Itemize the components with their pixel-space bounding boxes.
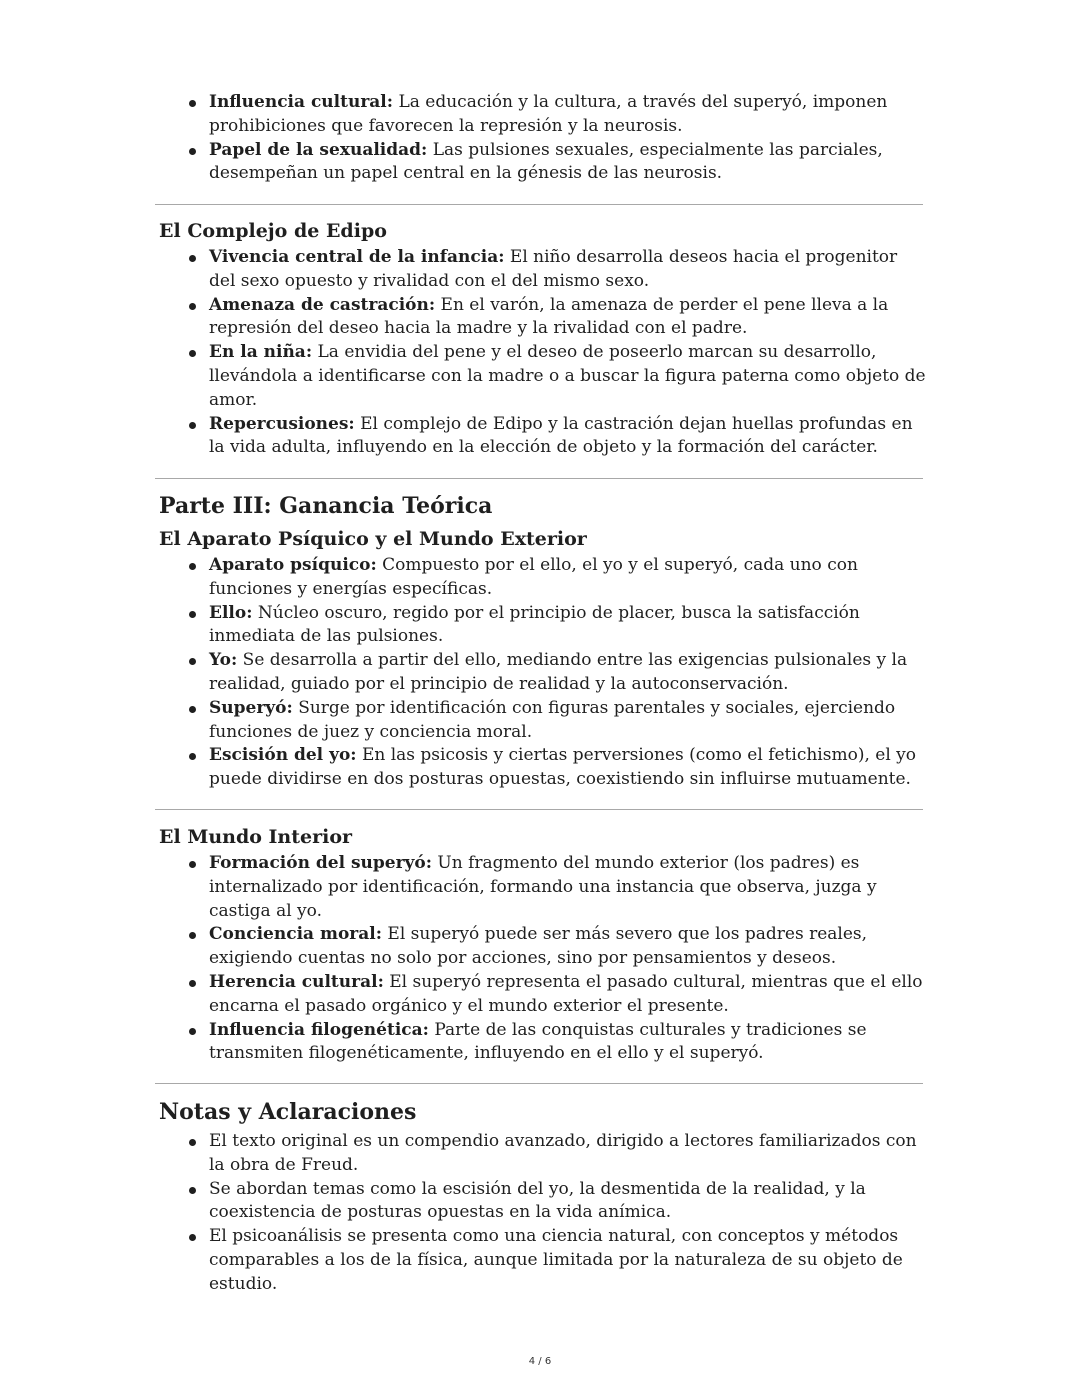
list-item-text: La educación y la cultura, a través del superyó, imponen prohibiciones que favorecen la represión y la neurosis.: [209, 92, 888, 136]
divider: [155, 204, 923, 205]
edipo-list: [187, 246, 927, 460]
section-heading-notas: Notas y Aclaraciones: [159, 1099, 417, 1125]
list-item: [187, 1225, 927, 1296]
list-item-term: Formación del superyó:: [209, 853, 433, 873]
list-item: [187, 413, 927, 461]
notas-list: [187, 1130, 927, 1297]
list-item: [187, 294, 927, 342]
list-item-text: El superyó puede ser más severo que los padres reales, exigiendo cuentas no solo por acciones, sino por pensamientos y deseos.: [209, 924, 868, 969]
list-item-text: Las pulsiones sexuales, especialmente las parciales, desempeñan un papel central en la génesis de las neurosis.: [209, 139, 883, 184]
list-item-text: El niño desarrolla deseos hacia el progenitor del sexo opuesto y rivalidad con el del mismo sexo.: [209, 247, 898, 291]
aparato-list: [187, 554, 927, 792]
list-item: [187, 1130, 927, 1178]
list-item-text: Un fragmento del mundo exterior (los padres) es internalizado por identificación, formando una instancia que observa, juzga y castiga al yo.: [209, 853, 877, 921]
list-item-term: En la niña:: [209, 342, 313, 363]
list-item-text: Se abordan temas como la escisión del yo, la desmentida de la realidad, y la coexistencia de posturas opuestas en la vida anímica.: [209, 1178, 866, 1223]
list-item: [187, 744, 927, 792]
list-item: [187, 649, 927, 697]
section-heading-interior: El Mundo Interior: [159, 826, 353, 848]
list-item-text: La envidia del pene y el deseo de poseerlo marcan su desarrollo, llevándola a identificarse con la madre o a buscar la figura paterna como objeto de amor.: [209, 342, 926, 410]
section-heading-edipo: El Complejo de Edipo: [159, 220, 387, 242]
list-item-term: Conciencia moral:: [209, 924, 382, 945]
list-item: [187, 246, 927, 294]
interior-list: [187, 852, 927, 1066]
list-item-text: El complejo de Edipo y la castración dejan huellas profundas en la vida adulta, influyendo en la elección de objeto y la formación del carácter.: [209, 413, 913, 458]
list-item: [187, 971, 927, 1019]
list-item-term: Amenaza de castración:: [209, 294, 436, 315]
list-item-term: Escisión del yo:: [209, 745, 357, 766]
list-item-text: En las psicosis y ciertas perversiones (como el fetichismo), el yo puede dividirse en dos posturas opuestas, coexistiendo sin influirse mutuamente.: [209, 745, 916, 790]
list-item-text: Parte de las conquistas culturales y tradiciones se transmiten filogenéticamente, influyendo en el ello y el superyó.: [209, 1019, 867, 1064]
list-item: [187, 554, 927, 602]
list-item: [187, 1178, 927, 1226]
list-item-text: Compuesto por el ello, el yo y el superyó, cada uno con funciones y energías específicas.: [209, 555, 858, 599]
list-item: [187, 139, 927, 187]
list-item-text: El superyó representa el pasado cultural, mientras que el ello encarna el pasado orgánico y el mundo exterior el presente.: [209, 971, 923, 1016]
list-item: [187, 341, 927, 412]
list-item: [187, 1019, 927, 1067]
list-item: [187, 923, 927, 971]
list-item-term: Superyó:: [209, 697, 293, 718]
divider: [155, 1083, 923, 1084]
list-item: [187, 852, 927, 923]
list-item-text: Se desarrolla a partir del ello, mediando entre las exigencias pulsionales y la realidad, guiado por el principio de realidad y la autoconservación.: [209, 650, 908, 694]
part-heading-parte-iii: Parte III: Ganancia Teórica: [159, 493, 493, 519]
list-item-term: Repercusiones:: [209, 413, 355, 434]
list-item: [187, 602, 927, 650]
page-number: 4 / 6: [528, 1356, 552, 1367]
section-heading-aparato: El Aparato Psíquico y el Mundo Exterior: [159, 528, 587, 550]
list-item-text: Núcleo oscuro, regido por el principio de placer, busca la satisfacción inmediata de las pulsiones.: [209, 602, 860, 647]
list-item-term: Yo:: [209, 650, 238, 671]
list-item-text: Surge por identificación con figuras parentales y sociales, ejerciendo funciones de juez y conciencia moral.: [209, 697, 896, 742]
list-item-term: Vivencia central de la infancia:: [209, 247, 505, 267]
list-item-term: Herencia cultural:: [209, 971, 384, 992]
list-item-text: El psicoanálisis se presenta como una ciencia natural, con conceptos y métodos comparables a los de la física, aunque limitada por la naturaleza de su objeto de estudio.: [209, 1226, 903, 1294]
list-item-term: Papel de la sexualidad:: [209, 139, 428, 160]
list-item-term: Influencia filogenética:: [209, 1019, 429, 1040]
divider: [155, 478, 923, 479]
divider: [155, 809, 923, 810]
top-list: [187, 91, 927, 186]
list-item-text: El texto original es un compendio avanzado, dirigido a lectores familiarizados con la obra de Freud.: [209, 1131, 917, 1175]
list-item-term: Ello:: [209, 602, 253, 623]
list-item: [187, 697, 927, 745]
list-item-term: Influencia cultural:: [209, 92, 394, 112]
list-item-term: Aparato psíquico:: [209, 555, 377, 575]
list-item-text: En el varón, la amenaza de perder el pene lleva a la represión del deseo hacia la madre y la rivalidad con el padre.: [209, 294, 889, 339]
list-item: [187, 91, 927, 139]
